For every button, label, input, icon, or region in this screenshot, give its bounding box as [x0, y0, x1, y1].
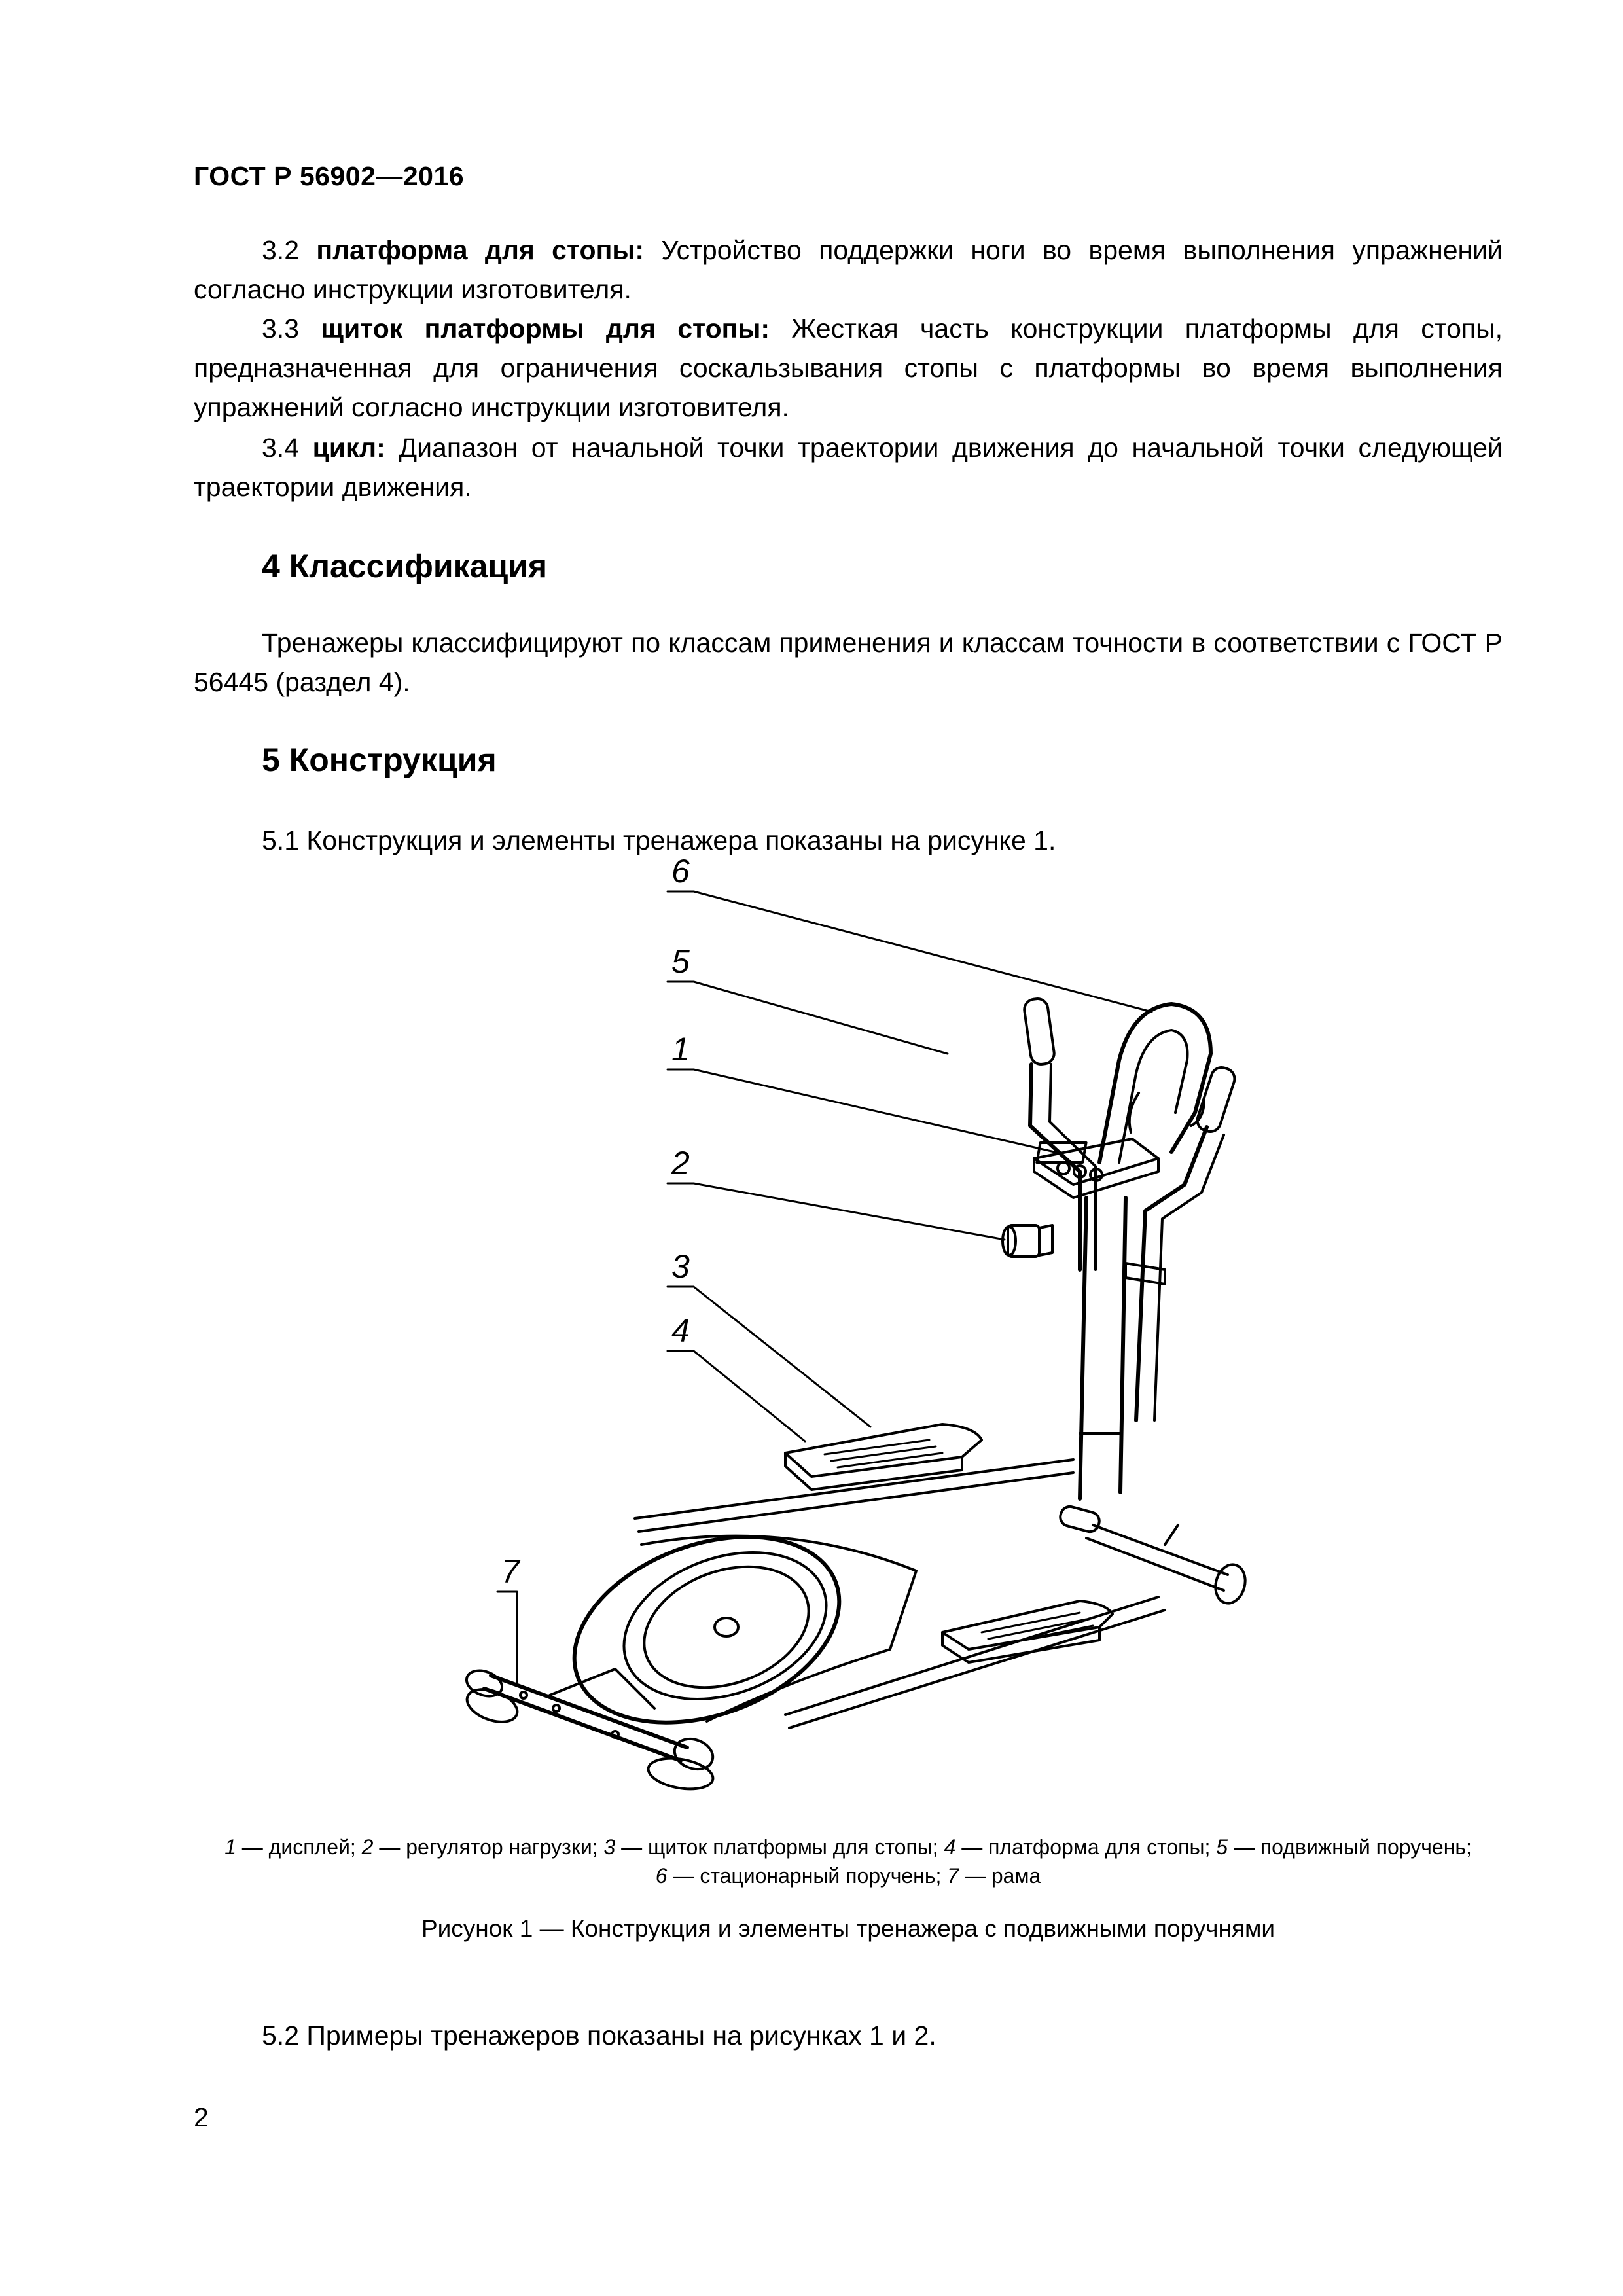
legend-text: — стационарный поручень; [667, 1864, 948, 1888]
definition-term: цикл: [312, 433, 385, 463]
moving-handlebar-right [1126, 1065, 1238, 1420]
page-number: 2 [194, 2102, 209, 2132]
definition-term: платформа для стопы: [316, 235, 644, 265]
legend-number: 4 [944, 1835, 956, 1859]
legend-text: — рама [959, 1864, 1041, 1888]
main-column [1080, 1198, 1126, 1499]
definition-text: Жесткая часть конструкции платформы для стопы, предназначенная для ограничения соскальзывания стопы с платформы во время выполнения упражнений согласно инструкции изготовителя. [194, 314, 1503, 422]
definition-text: Диапазон от начальной точки траектории движения до начальной точки следующей траектории движения. [194, 433, 1503, 502]
definition-3-4 [194, 428, 1503, 507]
definition-3-3 [194, 309, 1503, 427]
callout-label-3: 3 [671, 1248, 690, 1285]
callout-label-1: 1 [671, 1031, 690, 1067]
stationary-handlebar [1099, 1004, 1211, 1162]
figure-title: Рисунок 1 — Конструкция и элементы тренажера с подвижными поручнями [421, 1915, 1275, 1942]
callout-label-5: 5 [671, 943, 690, 980]
legend-number: 6 [655, 1864, 668, 1888]
standard-header: ГОСТ Р 56902—2016 [194, 161, 465, 191]
section-heading-construction: 5 Конструкция [262, 742, 497, 778]
figure-legend [194, 1833, 1503, 1890]
rear-stabilizer [1058, 1505, 1249, 1607]
legend-text: — платформа для стопы; [955, 1835, 1217, 1859]
callout-label-4: 4 [671, 1312, 690, 1349]
legend-text: — щиток платформы для стопы; [615, 1835, 944, 1859]
legend-number: 1 [224, 1835, 236, 1859]
section-4-body: Тренажеры классифицируют по классам применения и классам точности в соответствии с ГОСТ Р 56445 (раздел 4). [194, 628, 1503, 697]
callout-label-6: 6 [671, 853, 690, 889]
callout-label-7: 7 [501, 1553, 520, 1590]
legend-text: — подвижный поручень; [1228, 1835, 1472, 1859]
definition-text: Устройство поддержки ноги во время выполнения упражнений согласно инструкции изготовителя. [194, 235, 1503, 304]
definition-number: 3.3 [262, 314, 299, 344]
callout-label-2: 2 [671, 1145, 690, 1181]
legend-text: — регулятор нагрузки; [373, 1835, 604, 1859]
legend-number: 5 [1216, 1835, 1228, 1859]
section-4-text [194, 623, 1503, 702]
definition-term: щиток платформы для стопы: [321, 314, 770, 344]
foot-platform-left [785, 1424, 982, 1490]
definition-3-2 [194, 230, 1503, 309]
paragraph-5-2-text: 5.2 Примеры тренажеров показаны на рисунках 1 и 2. [262, 2020, 936, 2051]
legend-number: 7 [947, 1864, 959, 1888]
legend-number: 2 [361, 1835, 374, 1859]
definition-number: 3.2 [262, 235, 299, 265]
section-heading-classification: 4 Классификация [262, 548, 548, 584]
definition-number: 3.4 [262, 433, 299, 463]
paragraph-5-2 [194, 2016, 1503, 2055]
elliptical-trainer-figure [419, 844, 1270, 1800]
paragraph-5-1-text: 5.1 Конструкция и элементы тренажера показаны на рисунке 1. [262, 825, 1056, 855]
legend-text: — дисплей; [236, 1835, 362, 1859]
resistance-knob [1003, 1225, 1052, 1257]
legend-number: 3 [603, 1835, 616, 1859]
figure-legend-line-2 [194, 1861, 1503, 1890]
figure-legend-line-1 [194, 1833, 1503, 1861]
